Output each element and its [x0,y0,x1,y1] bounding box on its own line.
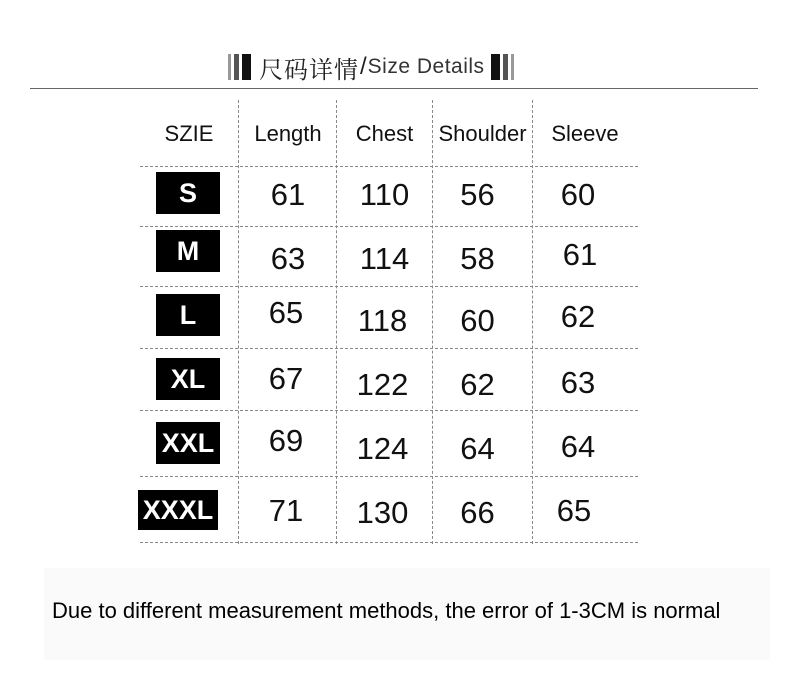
header-size: SZIE [164,121,214,146]
chest-value: 122 [356,367,409,402]
grid-hline [140,348,638,349]
title-separator: / [360,53,367,80]
chest-value: 114 [359,241,410,276]
shoulder-value: 64 [460,431,495,466]
shoulder-value: 60 [460,303,495,338]
measurement-note: Due to different measurement methods, the error of 1-3CM is normal [52,598,721,623]
size-badge: XL [156,358,220,400]
length-value: 61 [270,177,306,212]
sleeve-value: 63 [560,365,596,400]
sleeve-value: 65 [556,493,592,528]
header-length: Length [254,121,322,146]
header-shoulder: Shoulder [438,121,527,146]
size-badge: M [156,230,220,272]
title-section [0,48,800,88]
size-badge: XXXL [138,490,218,530]
chest-value: 118 [357,303,408,338]
size-badge: L [156,294,220,336]
title-left-bars-icon [228,54,251,80]
shoulder-value: 56 [460,177,495,212]
sleeve-value: 60 [560,177,596,212]
header-chest: Chest [355,121,414,146]
sleeve-value: 61 [562,237,598,272]
length-value: 65 [268,295,304,330]
title-english: Size Details [367,55,485,78]
title-right-bars-icon [491,54,514,80]
grid-hline [140,166,638,167]
sleeve-value: 64 [560,429,596,464]
title-divider [30,88,758,89]
length-value: 63 [270,241,306,276]
chest-value: 124 [356,431,409,466]
shoulder-value: 62 [460,367,495,402]
header-sleeve: Sleeve [551,121,619,146]
grid-hline [140,286,638,287]
grid-hline [140,226,638,227]
shoulder-value: 58 [460,241,495,276]
size-badge: S [156,172,220,214]
title-chinese: 尺码详情 [259,55,359,84]
grid-hline [140,476,638,477]
length-value: 67 [268,361,304,396]
chest-value: 110 [359,177,410,212]
length-value: 71 [268,493,304,528]
page-title [228,52,514,82]
sleeve-value: 62 [560,299,596,334]
length-value: 69 [268,423,304,458]
grid-hline [140,410,638,411]
grid-hline [140,542,638,543]
shoulder-value: 66 [460,495,495,530]
size-badge: XXL [156,422,220,464]
chest-value: 130 [356,495,409,530]
